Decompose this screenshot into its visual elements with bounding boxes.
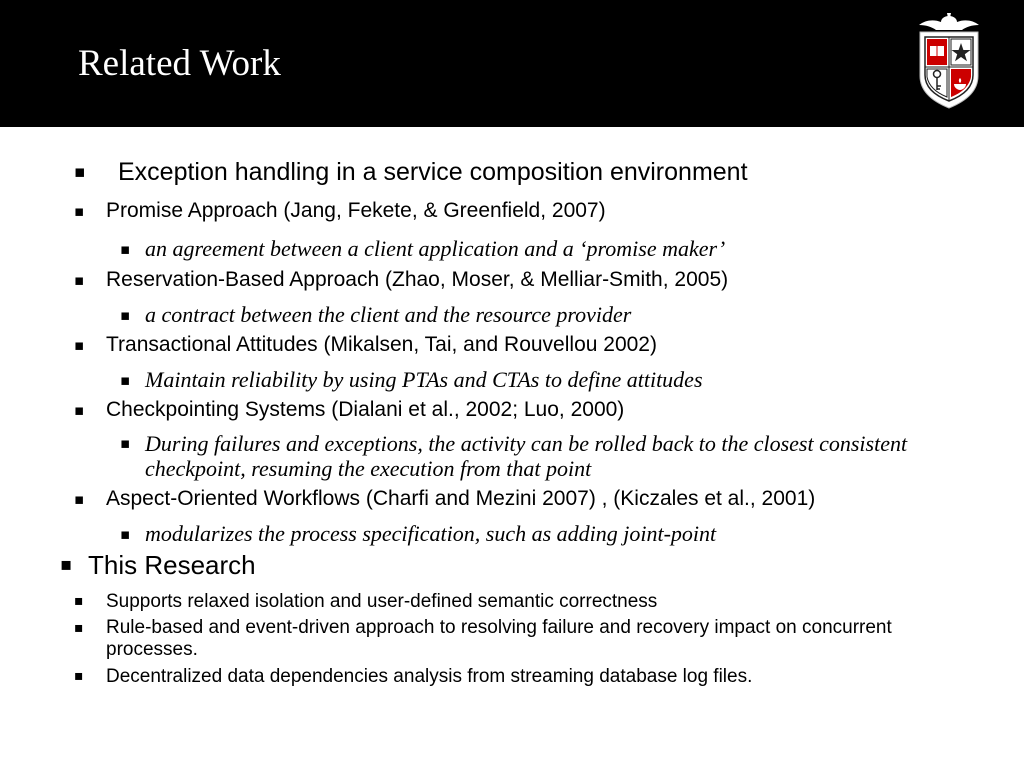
bullet-text: Supports relaxed isolation and user-defined semantic correctness <box>106 591 658 612</box>
bullet-marker: ▪ <box>120 306 131 324</box>
bullet-marker: ▪ <box>120 371 131 389</box>
bullet-text: a contract between the client and the resource provider <box>145 302 632 327</box>
bullet-text: Rule-based and event-driven approach to resolving failure and recovery impact on concurrent processes. <box>106 617 892 660</box>
bullet-text: an agreement between a client application and a ‘promise maker’ <box>145 236 726 261</box>
bullet-text: Transactional Attitudes (Mikalsen, Tai, and Rouvellou 2002) <box>106 333 657 356</box>
bullet-text: This Research <box>88 550 256 580</box>
bullet-text: Decentralized data dependencies analysis from streaming database log files. <box>106 666 753 687</box>
bullet-marker: ▪ <box>74 620 84 636</box>
bullet-marker: ▪ <box>120 525 131 543</box>
bullet-text: Reservation-Based Approach (Zhao, Moser, & Melliar-Smith, 2005) <box>106 268 729 291</box>
bullet-marker: ▪ <box>74 202 85 220</box>
bullet-text: Promise Approach (Jang, Fekete, & Greenfield, 2007) <box>106 199 606 222</box>
bullet-text: Checkpointing Systems (Dialani et al., 2002; Luo, 2000) <box>106 398 625 421</box>
university-shield-logo <box>914 12 984 110</box>
sub-bullet-checkpointing-systems <box>120 431 940 483</box>
bullet-text: During failures and exceptions, the activity can be rolled back to the closest consistent checkpoint, resuming the execution from that point <box>145 431 908 481</box>
bullet-marker: ▪ <box>74 401 85 419</box>
bullet-marker: ▪ <box>120 434 131 452</box>
bullet-marker: ▪ <box>120 240 131 258</box>
bullet-text: Exception handling in a service composition environment <box>118 158 748 186</box>
bullet-marker: ▪ <box>74 162 86 182</box>
bullet-marker: ▪ <box>74 271 85 289</box>
bullet-marker: ▪ <box>74 593 84 609</box>
bullet-text: Maintain reliability by using PTAs and CTAs to define attitudes <box>145 367 703 392</box>
bullet-text: modularizes the process specification, such as adding joint-point <box>145 521 717 546</box>
title-bar <box>0 0 1024 127</box>
bullet-marker: ▪ <box>74 336 85 354</box>
bullet-text: Aspect-Oriented Workflows (Charfi and Mezini 2007) , (Kiczales et al., 2001) <box>106 487 816 510</box>
bullet-rule-based-approach <box>74 617 954 661</box>
slide-title: Related Work <box>78 43 281 84</box>
bullet-marker: ▪ <box>74 668 84 684</box>
bullet-marker: ▪ <box>74 490 85 508</box>
bullet-marker: ▪ <box>60 554 73 575</box>
